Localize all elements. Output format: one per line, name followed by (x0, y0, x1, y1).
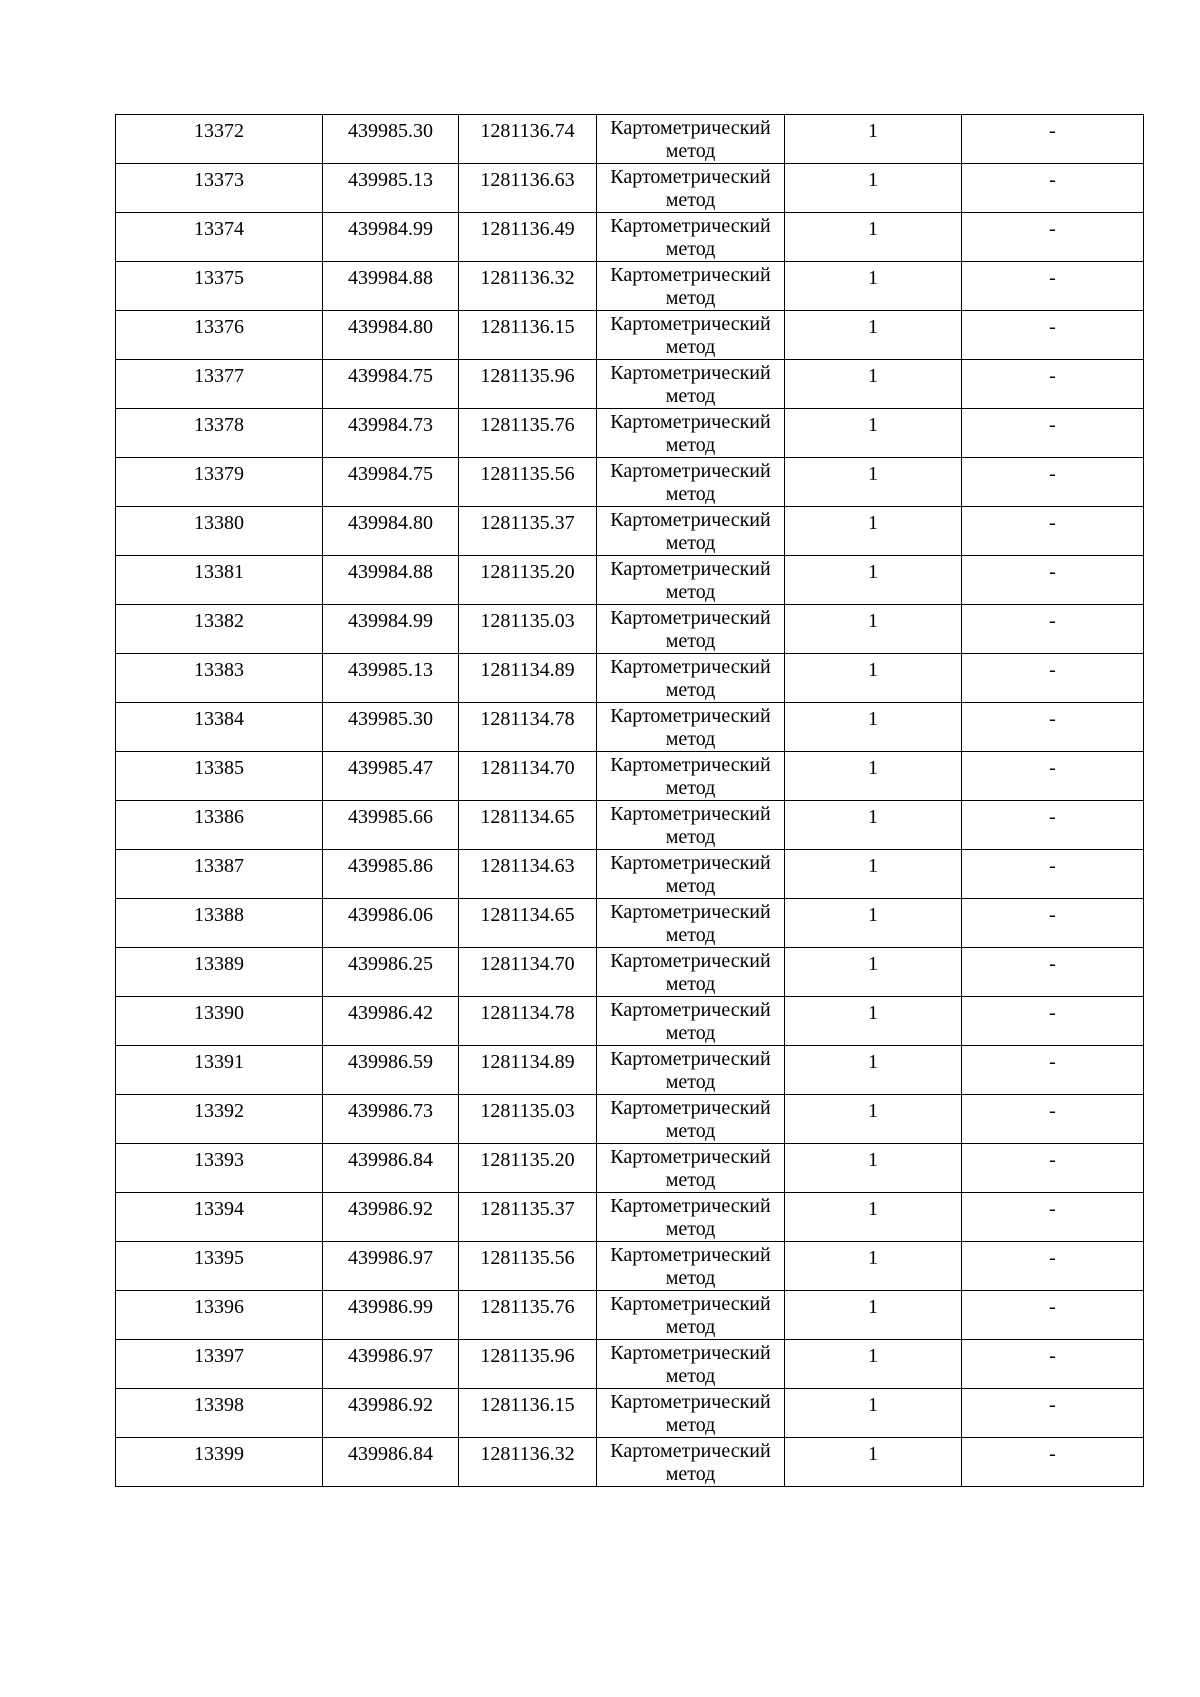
x-coordinate-cell: 439986.84 (323, 1438, 459, 1487)
method-line-2: метод (665, 287, 716, 309)
x-coordinate-cell: 439984.73 (323, 409, 459, 458)
point-number-cell: 13390 (116, 997, 323, 1046)
note-cell: - (962, 1389, 1144, 1438)
note-cell: - (962, 311, 1144, 360)
x-coordinate-cell: 439984.99 (323, 213, 459, 262)
method-cell (597, 409, 785, 458)
point-number-cell: 13399 (116, 1438, 323, 1487)
x-coordinate-cell: 439986.06 (323, 899, 459, 948)
accuracy-cell: 1 (785, 556, 962, 605)
method-line-1: Картометрический (610, 852, 771, 874)
method-line-2: метод (665, 1022, 716, 1044)
accuracy-cell: 1 (785, 801, 962, 850)
method-line-2: метод (665, 924, 716, 946)
method-line-1: Картометрический (610, 1244, 771, 1266)
table-row (116, 703, 1144, 752)
method-cell (597, 1242, 785, 1291)
method-line-2: метод (665, 238, 716, 260)
note-cell: - (962, 360, 1144, 409)
note-cell: - (962, 948, 1144, 997)
x-coordinate-cell: 439985.30 (323, 703, 459, 752)
note-cell: - (962, 262, 1144, 311)
note-cell: - (962, 409, 1144, 458)
y-coordinate-cell: 1281136.49 (459, 213, 597, 262)
accuracy-cell: 1 (785, 213, 962, 262)
x-coordinate-cell: 439986.92 (323, 1193, 459, 1242)
method-line-1: Картометрический (610, 362, 771, 384)
method-line-2: метод (665, 973, 716, 995)
accuracy-cell: 1 (785, 654, 962, 703)
accuracy-cell: 1 (785, 164, 962, 213)
y-coordinate-cell: 1281134.89 (459, 654, 597, 703)
accuracy-cell: 1 (785, 311, 962, 360)
method-line-2: метод (665, 483, 716, 505)
y-coordinate-cell: 1281136.15 (459, 311, 597, 360)
method-line-2: метод (665, 1316, 716, 1338)
method-line-1: Картометрический (610, 1195, 771, 1217)
x-coordinate-cell: 439984.75 (323, 458, 459, 507)
y-coordinate-cell: 1281134.65 (459, 801, 597, 850)
method-line-2: метод (665, 434, 716, 456)
method-cell (597, 311, 785, 360)
accuracy-cell: 1 (785, 997, 962, 1046)
method-cell (597, 213, 785, 262)
method-line-1: Картометрический (610, 460, 771, 482)
note-cell: - (962, 1340, 1144, 1389)
y-coordinate-cell: 1281135.76 (459, 1291, 597, 1340)
table-row (116, 262, 1144, 311)
accuracy-cell: 1 (785, 899, 962, 948)
accuracy-cell: 1 (785, 409, 962, 458)
table-row (116, 115, 1144, 164)
table-row (116, 409, 1144, 458)
method-line-2: метод (665, 728, 716, 750)
y-coordinate-cell: 1281135.56 (459, 458, 597, 507)
x-coordinate-cell: 439986.25 (323, 948, 459, 997)
y-coordinate-cell: 1281134.89 (459, 1046, 597, 1095)
table-row (116, 1144, 1144, 1193)
table-row (116, 752, 1144, 801)
accuracy-cell: 1 (785, 605, 962, 654)
point-number-cell: 13396 (116, 1291, 323, 1340)
method-cell (597, 458, 785, 507)
accuracy-cell: 1 (785, 360, 962, 409)
method-line-1: Картометрический (610, 509, 771, 531)
x-coordinate-cell: 439985.13 (323, 654, 459, 703)
point-number-cell: 13388 (116, 899, 323, 948)
x-coordinate-cell: 439986.59 (323, 1046, 459, 1095)
y-coordinate-cell: 1281135.96 (459, 360, 597, 409)
method-cell (597, 1193, 785, 1242)
table-row (116, 1095, 1144, 1144)
point-number-cell: 13382 (116, 605, 323, 654)
method-line-2: метод (665, 1365, 716, 1387)
table-row (116, 507, 1144, 556)
accuracy-cell: 1 (785, 1046, 962, 1095)
method-cell (597, 948, 785, 997)
y-coordinate-cell: 1281135.20 (459, 556, 597, 605)
method-line-2: метод (665, 875, 716, 897)
method-line-1: Картометрический (610, 117, 771, 139)
accuracy-cell: 1 (785, 1389, 962, 1438)
note-cell: - (962, 1291, 1144, 1340)
method-line-2: метод (665, 777, 716, 799)
accuracy-cell: 1 (785, 948, 962, 997)
x-coordinate-cell: 439984.88 (323, 556, 459, 605)
table-row (116, 1193, 1144, 1242)
x-coordinate-cell: 439986.73 (323, 1095, 459, 1144)
note-cell: - (962, 654, 1144, 703)
method-line-1: Картометрический (610, 1097, 771, 1119)
method-line-1: Картометрический (610, 656, 771, 678)
method-line-1: Картометрический (610, 1440, 771, 1462)
method-line-2: метод (665, 189, 716, 211)
note-cell: - (962, 605, 1144, 654)
point-number-cell: 13387 (116, 850, 323, 899)
x-coordinate-cell: 439984.80 (323, 311, 459, 360)
note-cell: - (962, 1046, 1144, 1095)
accuracy-cell: 1 (785, 507, 962, 556)
method-cell (597, 1438, 785, 1487)
y-coordinate-cell: 1281136.63 (459, 164, 597, 213)
point-number-cell: 13380 (116, 507, 323, 556)
accuracy-cell: 1 (785, 1144, 962, 1193)
accuracy-cell: 1 (785, 752, 962, 801)
point-number-cell: 13376 (116, 311, 323, 360)
point-number-cell: 13383 (116, 654, 323, 703)
y-coordinate-cell: 1281135.37 (459, 1193, 597, 1242)
method-line-1: Картометрический (610, 999, 771, 1021)
table-row (116, 556, 1144, 605)
note-cell: - (962, 899, 1144, 948)
method-line-1: Картометрический (610, 313, 771, 335)
table-row (116, 1242, 1144, 1291)
point-number-cell: 13392 (116, 1095, 323, 1144)
coordinates-table-body (116, 115, 1144, 1487)
method-cell (597, 752, 785, 801)
method-line-1: Картометрический (610, 1293, 771, 1315)
method-line-1: Картометрический (610, 705, 771, 727)
method-line-2: метод (665, 826, 716, 848)
method-cell (597, 556, 785, 605)
accuracy-cell: 1 (785, 1193, 962, 1242)
method-line-1: Картометрический (610, 1048, 771, 1070)
note-cell: - (962, 458, 1144, 507)
point-number-cell: 13398 (116, 1389, 323, 1438)
point-number-cell: 13372 (116, 115, 323, 164)
x-coordinate-cell: 439985.30 (323, 115, 459, 164)
point-number-cell: 13381 (116, 556, 323, 605)
point-number-cell: 13394 (116, 1193, 323, 1242)
method-cell (597, 1144, 785, 1193)
method-cell (597, 1095, 785, 1144)
method-line-2: метод (665, 630, 716, 652)
method-line-1: Картометрический (610, 166, 771, 188)
note-cell: - (962, 850, 1144, 899)
point-number-cell: 13395 (116, 1242, 323, 1291)
point-number-cell: 13384 (116, 703, 323, 752)
x-coordinate-cell: 439984.88 (323, 262, 459, 311)
method-line-1: Картометрический (610, 607, 771, 629)
x-coordinate-cell: 439984.80 (323, 507, 459, 556)
method-line-2: метод (665, 1169, 716, 1191)
point-number-cell: 13378 (116, 409, 323, 458)
note-cell: - (962, 1193, 1144, 1242)
x-coordinate-cell: 439986.92 (323, 1389, 459, 1438)
table-row (116, 801, 1144, 850)
y-coordinate-cell: 1281135.37 (459, 507, 597, 556)
x-coordinate-cell: 439986.84 (323, 1144, 459, 1193)
table-row (116, 213, 1144, 262)
point-number-cell: 13393 (116, 1144, 323, 1193)
method-cell (597, 262, 785, 311)
y-coordinate-cell: 1281135.56 (459, 1242, 597, 1291)
point-number-cell: 13397 (116, 1340, 323, 1389)
y-coordinate-cell: 1281135.96 (459, 1340, 597, 1389)
accuracy-cell: 1 (785, 1291, 962, 1340)
accuracy-cell: 1 (785, 850, 962, 899)
y-coordinate-cell: 1281134.63 (459, 850, 597, 899)
y-coordinate-cell: 1281134.65 (459, 899, 597, 948)
point-number-cell: 13375 (116, 262, 323, 311)
method-line-2: метод (665, 1414, 716, 1436)
point-number-cell: 13379 (116, 458, 323, 507)
note-cell: - (962, 164, 1144, 213)
note-cell: - (962, 1242, 1144, 1291)
method-line-2: метод (665, 336, 716, 358)
accuracy-cell: 1 (785, 1340, 962, 1389)
method-cell (597, 115, 785, 164)
method-line-1: Картометрический (610, 215, 771, 237)
method-line-1: Картометрический (610, 558, 771, 580)
x-coordinate-cell: 439985.47 (323, 752, 459, 801)
note-cell: - (962, 213, 1144, 262)
method-line-1: Картометрический (610, 950, 771, 972)
note-cell: - (962, 703, 1144, 752)
method-line-2: метод (665, 140, 716, 162)
x-coordinate-cell: 439984.75 (323, 360, 459, 409)
coordinates-table (115, 114, 1144, 1487)
method-line-1: Картометрический (610, 1146, 771, 1168)
method-line-2: метод (665, 679, 716, 701)
method-line-2: метод (665, 532, 716, 554)
method-cell (597, 654, 785, 703)
method-cell (597, 801, 785, 850)
method-line-1: Картометрический (610, 901, 771, 923)
table-row (116, 311, 1144, 360)
method-line-1: Картометрический (610, 803, 771, 825)
table-row (116, 997, 1144, 1046)
note-cell: - (962, 1095, 1144, 1144)
table-row (116, 1340, 1144, 1389)
method-cell (597, 1340, 785, 1389)
note-cell: - (962, 115, 1144, 164)
table-row (116, 899, 1144, 948)
accuracy-cell: 1 (785, 1242, 962, 1291)
method-cell (597, 899, 785, 948)
accuracy-cell: 1 (785, 1438, 962, 1487)
method-cell (597, 507, 785, 556)
x-coordinate-cell: 439986.99 (323, 1291, 459, 1340)
y-coordinate-cell: 1281136.32 (459, 262, 597, 311)
point-number-cell: 13386 (116, 801, 323, 850)
method-line-2: метод (665, 581, 716, 603)
y-coordinate-cell: 1281135.03 (459, 1095, 597, 1144)
accuracy-cell: 1 (785, 703, 962, 752)
point-number-cell: 13373 (116, 164, 323, 213)
table-row (116, 605, 1144, 654)
method-line-2: метод (665, 1218, 716, 1240)
point-number-cell: 13385 (116, 752, 323, 801)
method-line-2: метод (665, 1120, 716, 1142)
method-line-2: метод (665, 1267, 716, 1289)
method-line-2: метод (665, 1071, 716, 1093)
y-coordinate-cell: 1281134.70 (459, 948, 597, 997)
y-coordinate-cell: 1281135.20 (459, 1144, 597, 1193)
method-line-1: Картометрический (610, 754, 771, 776)
table-row (116, 1438, 1144, 1487)
method-cell (597, 1046, 785, 1095)
x-coordinate-cell: 439986.42 (323, 997, 459, 1046)
y-coordinate-cell: 1281135.03 (459, 605, 597, 654)
method-line-1: Картометрический (610, 1391, 771, 1413)
y-coordinate-cell: 1281135.76 (459, 409, 597, 458)
y-coordinate-cell: 1281136.15 (459, 1389, 597, 1438)
method-line-2: метод (665, 1463, 716, 1485)
y-coordinate-cell: 1281134.78 (459, 703, 597, 752)
table-row (116, 654, 1144, 703)
x-coordinate-cell: 439986.97 (323, 1242, 459, 1291)
table-row (116, 360, 1144, 409)
accuracy-cell: 1 (785, 262, 962, 311)
method-cell (597, 605, 785, 654)
y-coordinate-cell: 1281134.78 (459, 997, 597, 1046)
table-row (116, 948, 1144, 997)
note-cell: - (962, 507, 1144, 556)
method-line-1: Картометрический (610, 411, 771, 433)
method-line-1: Картометрический (610, 264, 771, 286)
method-cell (597, 1291, 785, 1340)
method-cell (597, 850, 785, 899)
x-coordinate-cell: 439985.86 (323, 850, 459, 899)
note-cell: - (962, 801, 1144, 850)
point-number-cell: 13377 (116, 360, 323, 409)
table-row (116, 1389, 1144, 1438)
y-coordinate-cell: 1281134.70 (459, 752, 597, 801)
x-coordinate-cell: 439986.97 (323, 1340, 459, 1389)
method-line-2: метод (665, 385, 716, 407)
y-coordinate-cell: 1281136.74 (459, 115, 597, 164)
x-coordinate-cell: 439985.66 (323, 801, 459, 850)
point-number-cell: 13389 (116, 948, 323, 997)
method-cell (597, 164, 785, 213)
accuracy-cell: 1 (785, 458, 962, 507)
note-cell: - (962, 997, 1144, 1046)
method-line-1: Картометрический (610, 1342, 771, 1364)
method-cell (597, 360, 785, 409)
accuracy-cell: 1 (785, 1095, 962, 1144)
x-coordinate-cell: 439984.99 (323, 605, 459, 654)
table-row (116, 458, 1144, 507)
point-number-cell: 13391 (116, 1046, 323, 1095)
table-row (116, 1046, 1144, 1095)
note-cell: - (962, 752, 1144, 801)
table-row (116, 1291, 1144, 1340)
note-cell: - (962, 556, 1144, 605)
method-cell (597, 703, 785, 752)
note-cell: - (962, 1144, 1144, 1193)
x-coordinate-cell: 439985.13 (323, 164, 459, 213)
note-cell: - (962, 1438, 1144, 1487)
method-cell (597, 997, 785, 1046)
table-row (116, 164, 1144, 213)
accuracy-cell: 1 (785, 115, 962, 164)
table-row (116, 850, 1144, 899)
y-coordinate-cell: 1281136.32 (459, 1438, 597, 1487)
method-cell (597, 1389, 785, 1438)
point-number-cell: 13374 (116, 213, 323, 262)
